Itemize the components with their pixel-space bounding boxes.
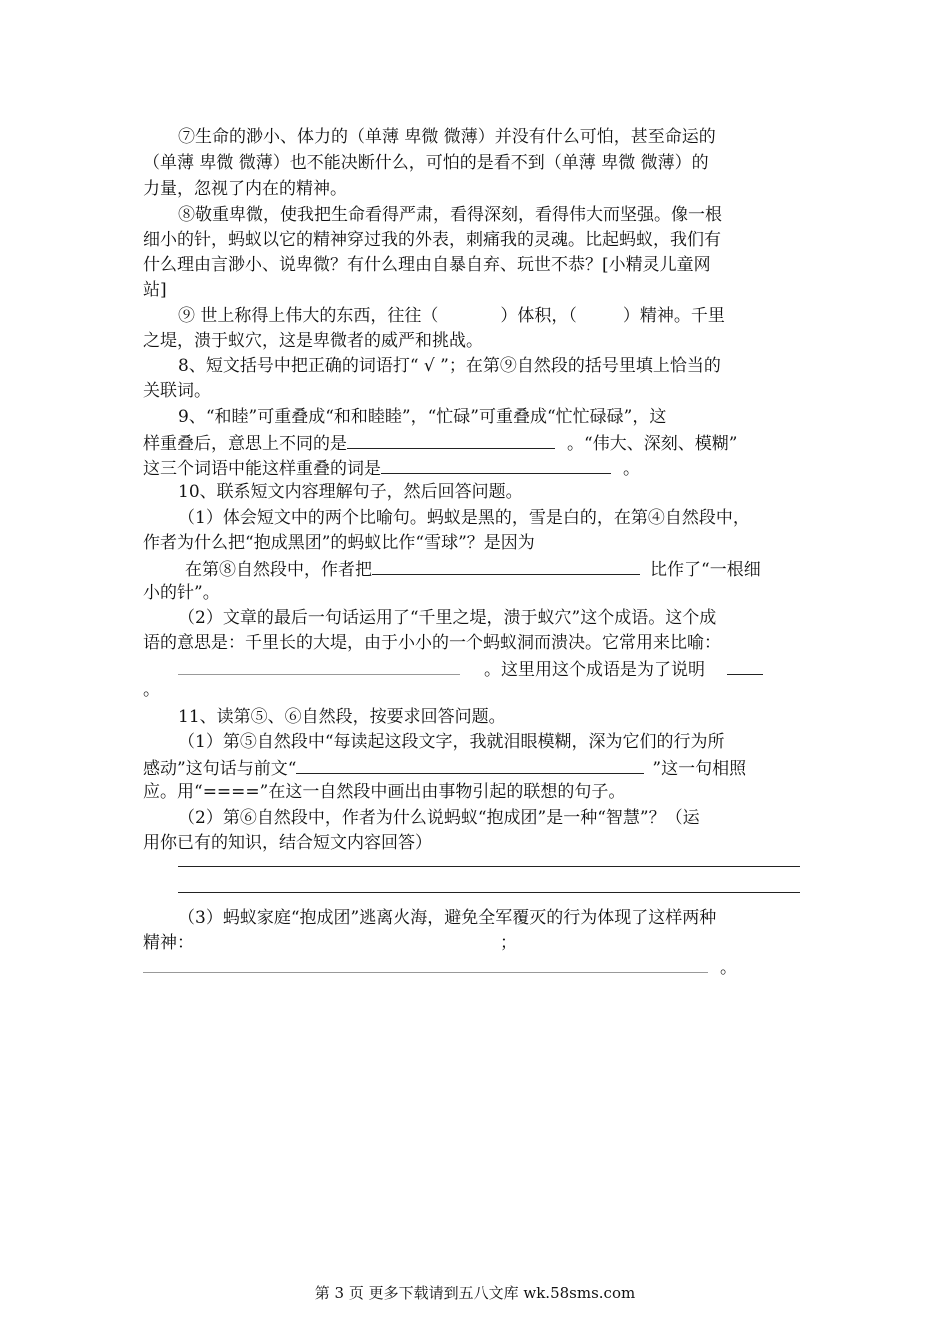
question-10-line: 语的意思是：千里长的大堤，由于小小的一个蚂蚁洞而溃决。它常用来比喻： bbox=[143, 633, 721, 653]
question-11-line: 应。用“====”在这一自然段中画出由事物引起的联想的句子。 bbox=[143, 782, 626, 802]
question-10-line: 小的针”。 bbox=[143, 583, 220, 603]
question-9-line: 9、“和睦”可重叠成“和和睦睦”，“忙碌”可重叠成“忙忙碌碌”，这 bbox=[178, 407, 667, 427]
question-11-line bbox=[143, 956, 737, 978]
question-10-line: 10、联系短文内容理解句子，然后回答问题。 bbox=[178, 482, 523, 502]
question-10-line bbox=[178, 658, 763, 680]
question-9-text: 。“伟大、深刻、模糊” bbox=[567, 434, 738, 454]
question-11-text: ”这一句相照 bbox=[652, 759, 747, 779]
paragraph-9-line: 之堤，溃于蚁穴，这是卑微者的威严和挑战。 bbox=[143, 331, 483, 351]
question-11-line: 用你已有的知识，结合短文内容回答） bbox=[143, 833, 432, 853]
answer-blank[interactable] bbox=[178, 658, 460, 675]
question-11-text: ； bbox=[500, 933, 517, 953]
answer-line[interactable] bbox=[178, 892, 800, 893]
question-9-text: 。 bbox=[623, 459, 640, 479]
answer-blank[interactable] bbox=[372, 558, 640, 575]
question-8-line: 关联词。 bbox=[143, 381, 211, 401]
question-11-line bbox=[143, 933, 517, 953]
question-10-line: 作者为什么把“抱成黑团”的蚂蚁比作“雪球”？是因为 bbox=[143, 533, 535, 553]
answer-blank[interactable] bbox=[143, 956, 708, 973]
paragraph-8-line: 站] bbox=[143, 280, 167, 300]
paragraph-8-line: 细小的针，蚂蚁以它的精神穿过我的外表，刺痛我的灵魂。比起蚂蚁，我们有 bbox=[143, 230, 721, 250]
paragraph-8-line: ⑧敬重卑微，使我把生命看得严肃，看得深刻，看得伟大而坚强。像一根 bbox=[178, 205, 722, 225]
question-11-line bbox=[143, 757, 746, 779]
question-10-text: 。这里用这个成语是为了说明 bbox=[484, 660, 705, 680]
question-11-line: 11、读第⑤、⑥自然段，按要求回答问题。 bbox=[178, 707, 506, 727]
question-10-line: 。 bbox=[143, 680, 160, 700]
paragraph-9-text: ）精神。千里 bbox=[622, 306, 725, 326]
question-11-line: （3）蚂蚁家庭“抱成团”逃离火海，避免全军覆灭的行为体现了这样两种 bbox=[178, 908, 717, 928]
paragraph-8-line: 什么理由言渺小、说卑微？有什么理由自暴自弃、玩世不恭？[小精灵儿童网 bbox=[143, 255, 711, 275]
question-10-line bbox=[185, 558, 761, 580]
question-9-line bbox=[143, 457, 640, 479]
paragraph-7-line: 力量，忽视了内在的精神。 bbox=[143, 179, 347, 199]
question-9-text: 样重叠后，意思上不同的是 bbox=[143, 434, 347, 454]
answer-blank[interactable] bbox=[347, 432, 555, 449]
question-11-line: （1）第⑤自然段中“每读起这段文字，我就泪眼模糊，深为它们的行为所 bbox=[178, 732, 725, 752]
question-10-line: （1）体会短文中的两个比喻句。蚂蚁是黑的，雪是白的，在第④自然段中， bbox=[178, 508, 750, 528]
question-11-text: 精神： bbox=[143, 933, 194, 953]
paragraph-9-text: ）体积，（ bbox=[500, 306, 577, 326]
page-footer: 第 3 页 更多下载请到五八文库 wk.58sms.com bbox=[314, 1284, 636, 1302]
question-9-text: 这三个词语中能这样重叠的词是 bbox=[143, 459, 381, 479]
answer-blank[interactable] bbox=[296, 757, 644, 774]
question-8-line: 8、短文括号中把正确的词语打“ √ ”；在第⑨自然段的括号里填上恰当的 bbox=[178, 356, 721, 376]
answer-blank[interactable] bbox=[727, 658, 763, 675]
question-11-text: 。 bbox=[720, 958, 737, 978]
paragraph-7-line: （单薄 卑微 微薄）也不能决断什么，可怕的是看不到（单薄 卑微 微薄）的 bbox=[143, 153, 709, 173]
question-11-line: （2）第⑥自然段中，作者为什么说蚂蚁“抱成团”是一种“智慧”？（运 bbox=[178, 808, 700, 828]
question-10-text: 比作了“一根细 bbox=[650, 560, 761, 580]
paragraph-7-line: ⑦生命的渺小、体力的（单薄 卑微 微薄）并没有什么可怕，甚至命运的 bbox=[178, 127, 716, 147]
question-9-line bbox=[143, 432, 737, 454]
question-11-text: 感动”这句话与前文“ bbox=[143, 759, 297, 779]
paragraph-9-line bbox=[178, 306, 725, 326]
answer-blank[interactable] bbox=[381, 457, 611, 474]
question-10-text: 在第⑧自然段中，作者把 bbox=[185, 560, 372, 580]
question-10-line: （2）文章的最后一句话运用了“千里之堤，溃于蚁穴”这个成语。这个成 bbox=[178, 608, 717, 628]
paragraph-9-text: ⑨ 世上称得上伟大的东西，往往（ bbox=[178, 306, 439, 326]
answer-line[interactable] bbox=[178, 866, 800, 867]
